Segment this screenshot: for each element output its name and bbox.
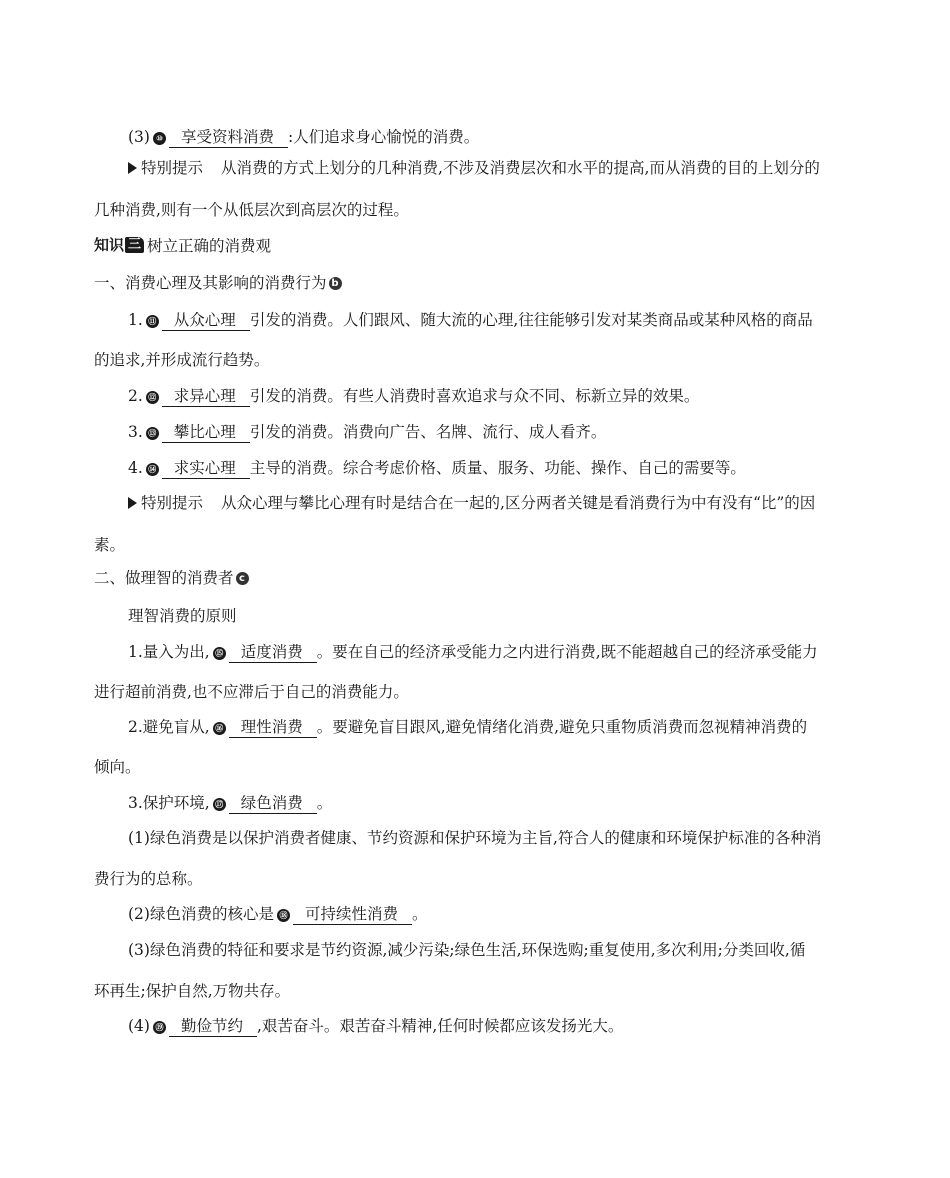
section-title: 一、消费心理及其影响的消费行为 — [94, 274, 327, 292]
knowledge-title: 树立正确的消费观 — [147, 237, 272, 255]
green-point-3: (3)绿色消费的特征和要求是节约资源,减少污染;绿色生活,环保选购;重复使用,多次利用;分类回收,循 — [128, 941, 806, 959]
tip-line-2 — [128, 492, 815, 514]
triangle-bullet-icon — [128, 162, 137, 174]
knowledge-tag: 知识 — [94, 236, 125, 254]
green-point-3-cont: 环再生;保护自然,万物共存。 — [94, 982, 291, 1000]
fill-blank-answer: 求实心理 — [162, 459, 250, 479]
fill-blank-answer: 可持续性消费 — [293, 905, 412, 925]
item-text: 。要在自己的经济承受能力之内进行消费,既不能超越自己的经济承受能力 — [316, 643, 818, 661]
item-1-cont: 的追求,并形成流行趋势。 — [94, 351, 270, 369]
fill-blank-answer: 勤俭节约 — [169, 1017, 257, 1037]
tip-text: 从消费的方式上划分的几种消费,不涉及消费层次和水平的提高,而从消费的目的上划分的 — [221, 159, 820, 177]
green-point-1: (1)绿色消费是以保护消费者健康、节约资源和保护环境为主旨,符合人的健康和环境保护标准的各种消 — [128, 829, 822, 847]
blank-number-badge: ⑯ — [213, 722, 226, 735]
item-text: 引发的消费。人们跟风、随大流的心理,往往能够引发对某类商品或某种风格的商品 — [249, 311, 813, 329]
principle-2-rational — [128, 716, 807, 738]
principle-1-moderate — [128, 641, 818, 663]
item-text: 引发的消费。消费向广告、名牌、流行、成人看齐。 — [249, 423, 607, 441]
item-prefix: (4) — [128, 1017, 150, 1035]
section-heading-1 — [94, 272, 342, 294]
item-prefix: 1. — [128, 311, 143, 329]
principle-2-cont: 倾向。 — [94, 758, 141, 776]
section-title: 二、做理智的消费者 — [94, 569, 234, 587]
item-2-difference — [128, 385, 699, 407]
green-point-4 — [128, 1015, 623, 1037]
blank-number-badge: ⑰ — [213, 798, 226, 811]
fill-blank-answer: 理性消费 — [229, 718, 317, 738]
tip-label: 特别提示 — [141, 494, 204, 512]
item-text: 。要避免盲目跟风,避免情绪化消费,避免只重物质消费而忽视精神消费的 — [316, 718, 808, 736]
item-prefix: 3. — [128, 423, 143, 441]
item-text: 。 — [316, 794, 333, 812]
item-prefix: 3.保护环境, — [128, 794, 210, 812]
level-c-badge: c — [236, 572, 249, 585]
item-text: 引发的消费。有些人消费时喜欢追求与众不同、标新立异的效果。 — [249, 387, 700, 405]
green-point-2 — [128, 903, 428, 925]
tip-line-1-cont: 几种消费,则有一个从低层次到高层次的过程。 — [94, 201, 409, 219]
item-3-comparison — [128, 421, 606, 443]
tip-line-2-cont: 素。 — [94, 536, 126, 554]
triangle-bullet-icon — [128, 497, 137, 509]
fill-blank-answer: 享受资料消费 — [169, 128, 288, 148]
item-text: 主导的消费。综合考虑价格、质量、服务、功能、操作、自己的需要等。 — [249, 459, 746, 477]
blank-number-badge: ⑪ — [146, 315, 159, 328]
blank-number-badge: ⑱ — [277, 909, 290, 922]
blank-number-badge: ⑮ — [213, 647, 226, 660]
principle-heading: 理智消费的原则 — [128, 607, 237, 625]
principle-1-cont: 进行超前消费,也不应滞后于自己的消费能力。 — [94, 683, 409, 701]
knowledge-heading — [94, 234, 271, 256]
section-heading-2 — [94, 567, 249, 589]
blank-number-badge: ⑩ — [153, 132, 166, 145]
item-3-enjoyment-consumption — [128, 126, 479, 148]
fill-blank-answer: 绿色消费 — [229, 794, 317, 814]
principle-3-green — [128, 792, 332, 814]
fill-blank-answer: 攀比心理 — [162, 423, 250, 443]
tip-text: 从众心理与攀比心理有时是结合在一起的,区分两者关键是看消费行为中有没有“比”的因 — [221, 494, 816, 512]
item-text: 。 — [411, 905, 428, 923]
blank-number-badge: ⑭ — [146, 463, 159, 476]
item-text: ,艰苦奋斗。艰苦奋斗精神,任何时候都应该发扬光大。 — [256, 1017, 624, 1035]
item-prefix: (3) — [128, 128, 150, 146]
item-prefix: (2)绿色消费的核心是 — [128, 905, 274, 923]
fill-blank-answer: 从众心理 — [162, 311, 250, 331]
blank-number-badge: ⑫ — [146, 391, 159, 404]
item-4-practical — [128, 457, 746, 479]
item-prefix: 2. — [128, 387, 143, 405]
tip-line-1 — [128, 157, 820, 179]
item-1-conformity — [128, 309, 813, 331]
level-b-badge: b — [329, 277, 342, 290]
tip-label: 特别提示 — [141, 159, 204, 177]
blank-number-badge: ⑲ — [153, 1021, 166, 1034]
fill-blank-answer: 求异心理 — [162, 387, 250, 407]
item-prefix: 4. — [128, 459, 143, 477]
blank-number-badge: ⑬ — [146, 427, 159, 440]
green-point-1-cont: 费行为的总称。 — [94, 870, 203, 888]
fill-blank-answer: 适度消费 — [229, 643, 317, 663]
item-prefix: 1.量入为出, — [128, 643, 210, 661]
knowledge-number: 三 — [125, 237, 144, 253]
item-prefix: 2.避免盲从, — [128, 718, 210, 736]
item-text: :人们追求身心愉悦的消费。 — [287, 128, 480, 146]
